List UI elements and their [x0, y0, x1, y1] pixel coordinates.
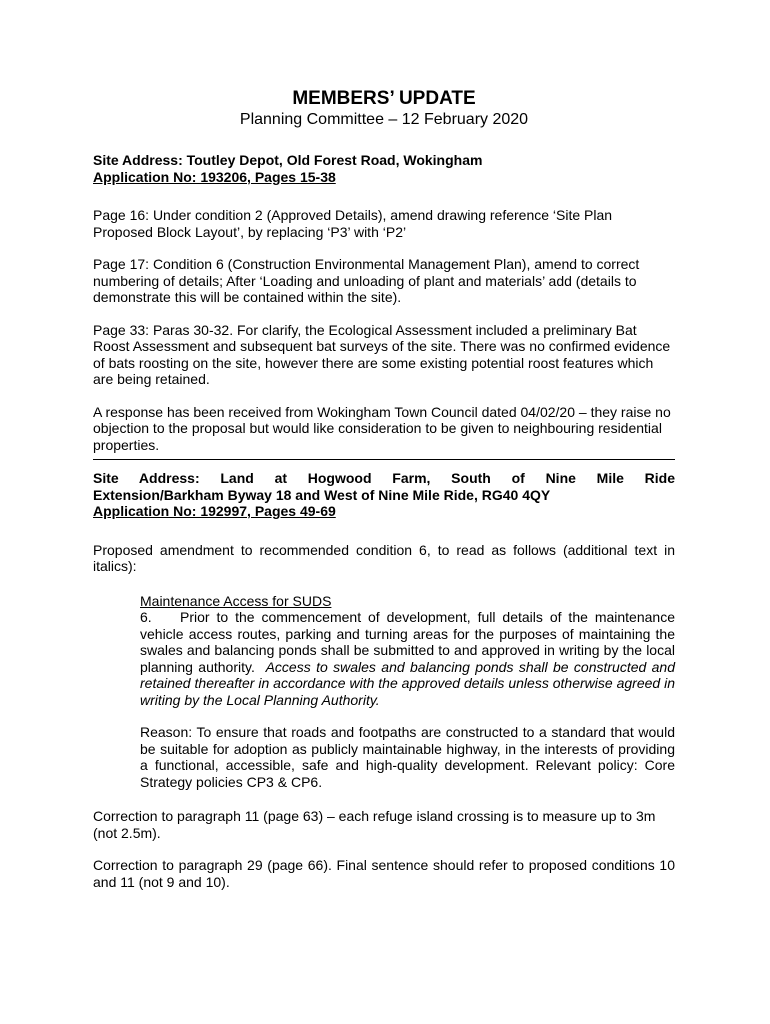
condition-reason: Reason: To ensure that roads and footpaths are constructed to a standard that would be suitable for adoption as publicly maintainable highway, in the interests of providing a functional, accessible, safe and high-quality development. Relevant policy: Core Strategy policies CP3 & CP6. — [140, 724, 675, 790]
application-number-2: Application No: 192997, Pages 49-69 — [93, 503, 336, 519]
condition-heading: Maintenance Access for SUDS — [140, 592, 332, 609]
paragraph-page33: Page 33: Paras 30-32. For clarify, the Ecological Assessment included a preliminary Bat Roost Assessment and subsequent bat surveys of the site. There was no confirmed evidence of bats roosting on the site, however there are some existing potential roost features which are being retained. — [93, 321, 671, 387]
site-heading-2 — [93, 470, 675, 520]
site-address-2-line2: Extension/Barkham Byway 18 and West of Nine Mile Ride, RG40 4QY — [93, 486, 551, 503]
condition-block — [140, 593, 675, 791]
paragraph-town-council: A response has been received from Wokingham Town Council dated 04/02/20 – they raise no objection to the proposal but would like consideration to be given to neighbouring residential properties. — [93, 403, 671, 453]
amendment-intro: Proposed amendment to recommended condition 6, to read as follows (additional text in italics): — [93, 541, 675, 574]
condition-text: Prior to the commencement of development, full details of the maintenance vehicle access routes, parking and turning areas for the purposes of maintaining the swales and balancing ponds shall be submitted to and approved in writing by the local planning authority. — [140, 609, 675, 675]
condition-number: 6. — [140, 609, 152, 625]
correction-paragraph-29: Correction to paragraph 29 (page 66). Final sentence should refer to proposed conditions 10 and 11 (not 9 and 10). — [93, 857, 675, 890]
page-title: MEMBERS’ UPDATE — [292, 88, 476, 109]
section-divider — [93, 459, 675, 460]
paragraph-page17: Page 17: Condition 6 (Construction Environmental Management Plan), amend to correct numbering of details; After ‘Loading and unloading of plant and materials’ add (details to demonstrate this will be contained within the site). — [93, 256, 640, 305]
page-subtitle: Planning Committee – 12 February 2020 — [239, 111, 529, 128]
paragraph-page16: Page 16: Under condition 2 (Approved Details), amend drawing reference ‘Site Plan Proposed Block Layout’, by replacing ‘P3’ with ‘P2’ — [93, 207, 613, 240]
site-address-2-line1: Site Address: Land at Hogwood Farm, South of Nine Mile Ride — [93, 470, 675, 486]
site-address-1: Site Address: Toutley Depot, Old Forest Road, Wokingham — [93, 152, 483, 168]
application-number-1: Application No: 193206, Pages 15-38 — [93, 168, 336, 185]
document-page — [93, 88, 675, 890]
correction-paragraph-11: Correction to paragraph 11 (page 63) – each refuge island crossing is to measure up to 3m (not 2.5m). — [93, 808, 656, 841]
condition-italic-text: Access to swales and balancing ponds shall be constructed and retained thereafter in accordance with the approved details unless otherwise agreed in writing by the Local Planning Authority. — [140, 658, 676, 708]
site-heading-1 — [93, 152, 675, 185]
condition-6 — [140, 609, 675, 708]
